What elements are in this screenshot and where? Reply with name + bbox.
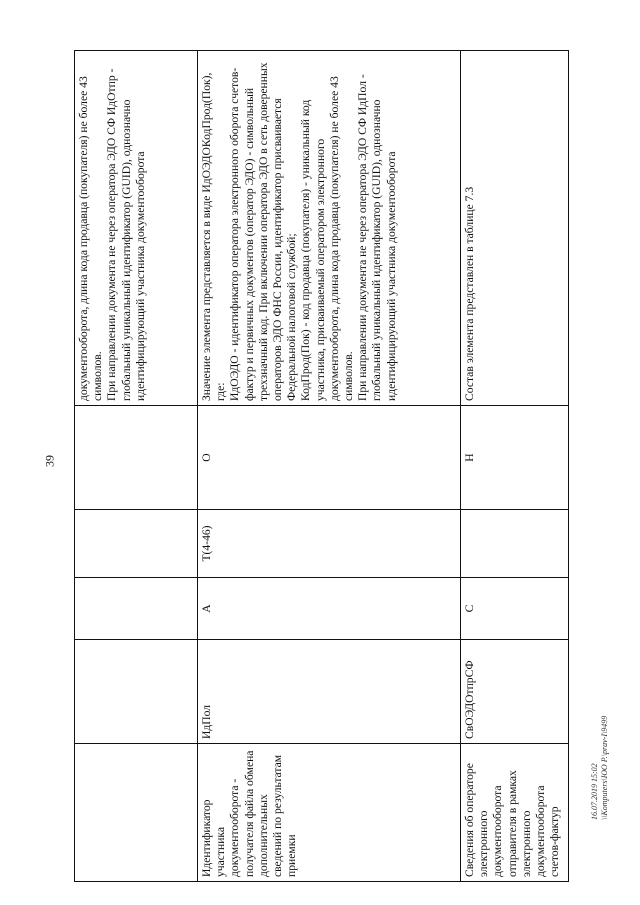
cell-format xyxy=(461,510,569,578)
footer-path: \\Komputers\ЮО Р.\prav-I\9499 xyxy=(600,715,609,820)
cell-tag xyxy=(75,640,198,744)
page-number-area xyxy=(30,0,57,905)
description-paragraph: КодПрод(Пок) - код продавца (покупателя) - уникальный код участника, присваиваемый оператором электронного документооборота, длина кода продавца (покупателя) не более 43 символов. xyxy=(299,76,356,401)
page-number: 39 xyxy=(42,455,57,467)
elements-table xyxy=(74,50,569,882)
footer-date: 16.07.2019 15:02 xyxy=(590,763,599,820)
table-row xyxy=(461,51,569,882)
rotated-table-container xyxy=(74,50,562,882)
cell-description xyxy=(75,51,198,406)
cell-type xyxy=(75,578,198,640)
print-footer xyxy=(590,716,610,820)
cell-tag: СвОЭДОтпрСФ xyxy=(461,640,569,744)
table-row xyxy=(198,51,461,882)
cell-format xyxy=(75,510,198,578)
description-paragraph: При направлении документа не через оператора ЭДО СФ ИдОтпр - глобальный уникальный идентификатор (GUID), однозначно идентифицирующий участника документооборота xyxy=(105,68,147,401)
description-paragraph: Значение элемента представляется в виде ИдОЭДОКодПрод(Пок), где: xyxy=(200,72,228,401)
cell-required xyxy=(75,406,198,510)
table-row xyxy=(75,51,198,882)
cell-type: А xyxy=(198,578,461,640)
cell-description xyxy=(198,51,461,406)
description-paragraph: документооборота, длина кода продавца (покупателя) не более 43 символов. xyxy=(77,76,105,401)
description-paragraph: При направлении документа не через оператора ЭДО СФ ИдПол - глобальный уникальный идентификатор (GUID), однозначно идентифицирующий участника документооборота xyxy=(356,74,398,401)
cell-type: С xyxy=(461,578,569,640)
cell-description xyxy=(461,51,569,406)
cell-name: Идентификатор участника документооборота - получателя файла обмена дополнительных сведений по результатам приемки xyxy=(198,744,461,882)
cell-name: Сведения об операторе электронного документооборота отправителя в рамках электронного документооборота счетов-фактур xyxy=(461,744,569,882)
cell-name xyxy=(75,744,198,882)
cell-required: О xyxy=(198,406,461,510)
cell-format: Т(4-46) xyxy=(198,510,461,578)
cell-required: Н xyxy=(461,406,569,510)
description-paragraph: Состав элемента представлен в таблице 7.3 xyxy=(463,186,476,401)
cell-tag: ИдПол xyxy=(198,640,461,744)
description-paragraph: ИдОЭДО - идентификатор оператора электронного оборота счетов-фактур и первичных документов (оператор ЭДО) - символьный трехзначный код. При включении оператора ЭДО в сеть доверенных операторов ЭДО ФНС России, идентификатор присваивается Федеральной налоговой службой; xyxy=(228,62,299,401)
